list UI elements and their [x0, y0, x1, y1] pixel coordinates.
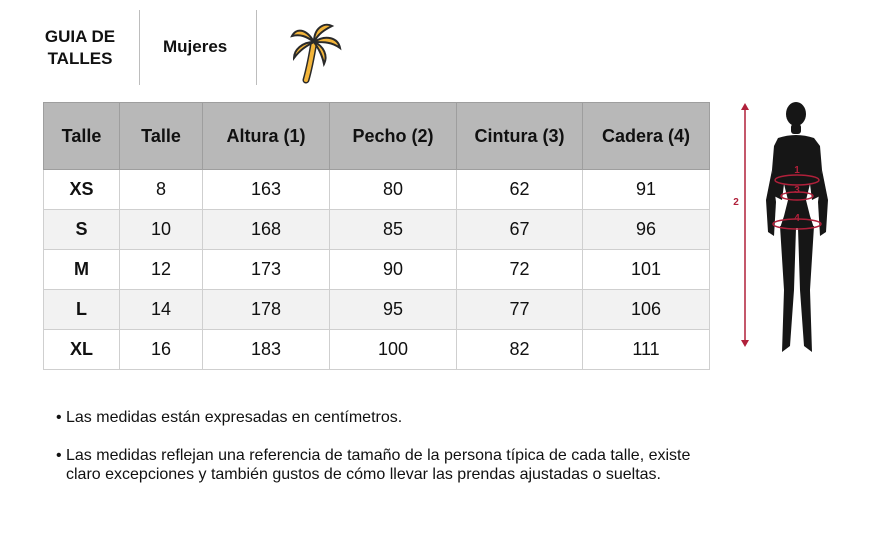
- notes-list: [56, 408, 716, 503]
- column-header: Cintura (3): [457, 103, 583, 170]
- note-text: Las medidas reflejan una referencia de tamaño de la persona típica de cada talle, existe claro excepciones y también gustos de cómo llevar las prendas ajustadas o sueltas.: [66, 447, 691, 483]
- waist-cell: 82: [457, 330, 583, 370]
- note-item: [56, 446, 716, 484]
- note-item: [56, 408, 716, 427]
- table-header-row: [44, 103, 710, 170]
- height-cell: 173: [203, 250, 330, 290]
- waist-cell: 72: [457, 250, 583, 290]
- chest-cell: 85: [330, 210, 457, 250]
- column-header: Altura (1): [203, 103, 330, 170]
- waist-cell: 67: [457, 210, 583, 250]
- marker-label: 3: [794, 185, 800, 196]
- column-header: Talle: [44, 103, 120, 170]
- size-number-cell: 8: [120, 170, 203, 210]
- size-code-cell: M: [44, 250, 120, 290]
- size-table: [43, 102, 710, 370]
- marker-label: 2: [733, 197, 739, 208]
- hip-cell: 111: [583, 330, 710, 370]
- header-divider: [256, 10, 257, 85]
- chest-cell: 95: [330, 290, 457, 330]
- bullet: •: [56, 447, 62, 464]
- size-code-cell: L: [44, 290, 120, 330]
- column-header: Cadera (4): [583, 103, 710, 170]
- height-cell: 163: [203, 170, 330, 210]
- body-silhouette: [766, 102, 828, 352]
- body-measurement-figure: [728, 100, 848, 370]
- marker-label: 1: [794, 165, 800, 176]
- size-number-cell: 10: [120, 210, 203, 250]
- size-code-cell: S: [44, 210, 120, 250]
- height-arrow: [741, 103, 749, 347]
- hip-cell: 101: [583, 250, 710, 290]
- height-cell: 183: [203, 330, 330, 370]
- table-row: [44, 170, 710, 210]
- column-header: Pecho (2): [330, 103, 457, 170]
- table-row: [44, 290, 710, 330]
- size-number-cell: 16: [120, 330, 203, 370]
- waist-cell: 77: [457, 290, 583, 330]
- note-text: Las medidas están expresadas en centímetros.: [66, 409, 403, 426]
- hip-cell: 106: [583, 290, 710, 330]
- size-code-cell: XL: [44, 330, 120, 370]
- hip-cell: 91: [583, 170, 710, 210]
- marker-label: 4: [794, 213, 800, 224]
- size-number-cell: 14: [120, 290, 203, 330]
- table-row: [44, 210, 710, 250]
- height-cell: 178: [203, 290, 330, 330]
- column-header: Talle: [120, 103, 203, 170]
- guide-title: GUIA DE TALLES: [44, 27, 116, 68]
- chest-cell: 100: [330, 330, 457, 370]
- size-code-cell: XS: [44, 170, 120, 210]
- category-label: Mujeres: [163, 37, 228, 56]
- header-divider: [139, 10, 140, 85]
- height-cell: 168: [203, 210, 330, 250]
- size-number-cell: 12: [120, 250, 203, 290]
- hip-cell: 96: [583, 210, 710, 250]
- bullet: •: [56, 409, 62, 426]
- chest-cell: 90: [330, 250, 457, 290]
- palm-tree-icon: [288, 20, 344, 89]
- table-row: [44, 330, 710, 370]
- chest-cell: 80: [330, 170, 457, 210]
- waist-cell: 62: [457, 170, 583, 210]
- table-row: [44, 250, 710, 290]
